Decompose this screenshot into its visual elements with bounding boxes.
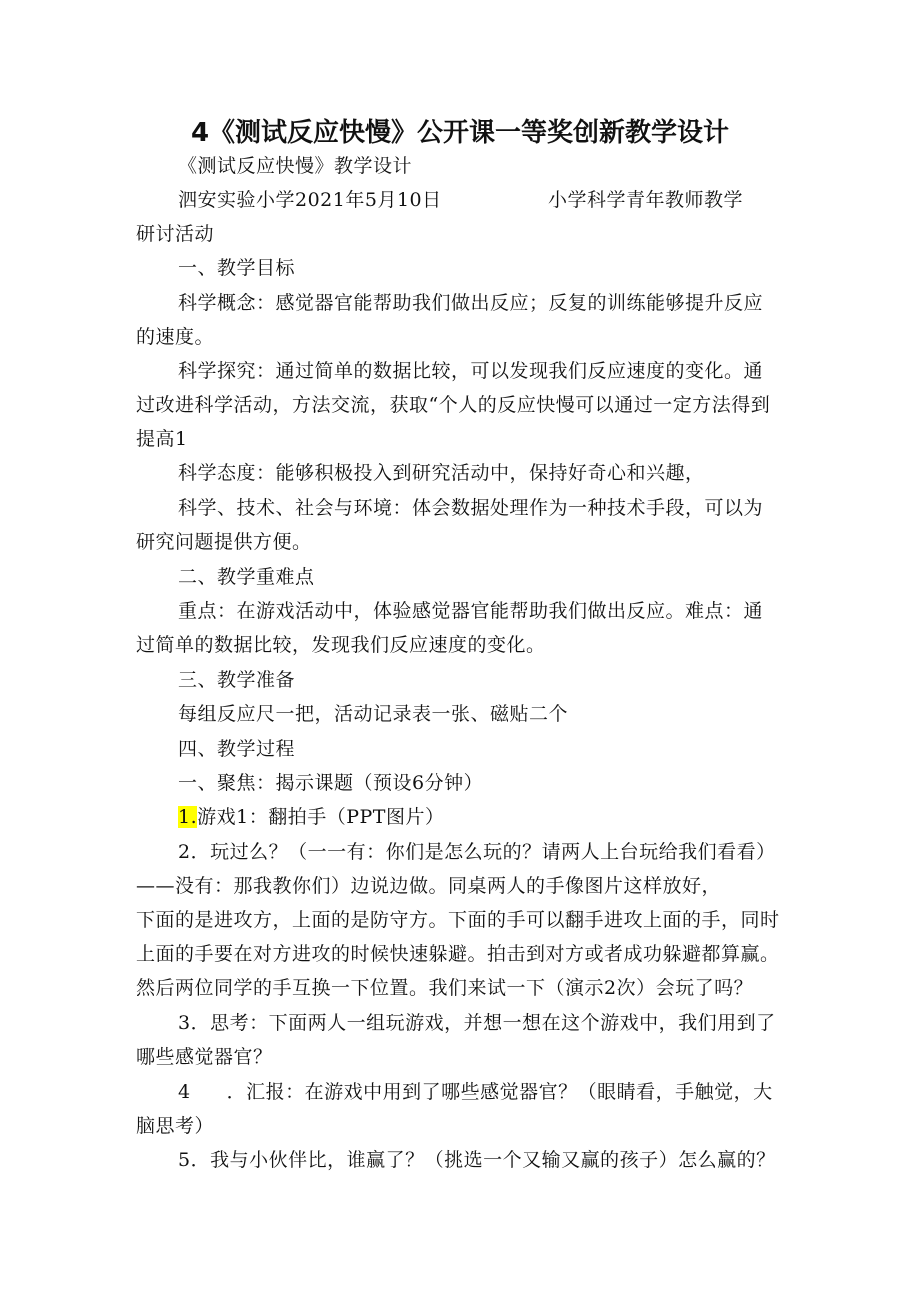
paragraph-line: 提高1	[136, 428, 188, 450]
item-number: 4	[178, 1081, 191, 1103]
meta-line-continued: 研讨活动	[136, 223, 215, 245]
paragraph-line: 脑思考）	[136, 1115, 215, 1137]
section-heading-preparation: 三、教学准备	[178, 669, 296, 691]
meta-line-left: 泗安实验小学2021年5月10日	[178, 189, 442, 211]
section-heading-goals: 一、教学目标	[178, 257, 296, 279]
paragraph-line: 一、聚焦：揭示课题（预设6分钟）	[178, 772, 484, 794]
paragraph-line: 研究问题提供方便。	[136, 531, 312, 553]
paragraph-line: 上面的手要在对方进攻的时候快速躲避。拍击到对方或者成功躲避都算赢。	[136, 943, 780, 965]
paragraph-line: 科学态度：能够积极投入到研究活动中，保持好奇心和兴趣，	[178, 462, 705, 484]
paragraph-line: 科学探究：通过简单的数据比较，可以发现我们反应速度的变化。通	[178, 360, 764, 382]
paragraph-line: 过简单的数据比较，发现我们反应速度的变化。	[136, 634, 546, 656]
paragraph-text: ．汇报：在游戏中用到了哪些感觉器官？（眼睛看，手触觉，大	[226, 1081, 773, 1103]
highlighted-number: 1.	[178, 806, 198, 828]
paragraph-line: 科学概念：感觉器官能帮助我们做出反应；反复的训练能够提升反应	[178, 292, 764, 314]
paragraph-line: 然后两位同学的手互换一下位置。我们来试一下（演示2次）会玩了吗？	[136, 977, 754, 999]
document-title: 4《测试反应快慢》公开课一等奖创新教学设计	[190, 118, 730, 148]
meta-line-right: 小学科学青年教师教学	[548, 189, 744, 211]
section-heading-keypoints: 二、教学重难点	[178, 566, 315, 588]
section-heading-process: 四、教学过程	[178, 738, 296, 760]
paragraph-line: 每组反应尺一把，活动记录表一张、磁贴二个	[178, 703, 569, 725]
paragraph-line: 重点：在游戏活动中，体验感觉器官能帮助我们做出反应。难点：通	[178, 600, 764, 622]
paragraph-line: 3．思考：下面两人一组玩游戏，并想一想在这个游戏中，我们用到了	[178, 1012, 776, 1034]
document-subtitle: 《测试反应快慢》教学设计	[178, 155, 413, 177]
paragraph-line: 科学、技术、社会与环境：体会数据处理作为一种技术手段，可以为	[178, 497, 764, 519]
paragraph-line: 2．玩过么？（一一有：你们是怎么玩的？请两人上台玩给我们看看）	[178, 841, 776, 863]
paragraph-line	[178, 1079, 773, 1105]
paragraph-line: 的速度。	[136, 326, 215, 348]
paragraph-line: 过改进科学活动，方法交流，获取“个人的反应快慢可以通过一定方法得到	[136, 394, 771, 416]
paragraph-text: 游戏1：翻拍手（PPT图片）	[197, 806, 445, 828]
paragraph-line: 5．我与小伙伴比，谁赢了？（挑选一个又输又赢的孩子）怎么赢的？	[178, 1149, 776, 1171]
paragraph-line: 哪些感觉器官？	[136, 1046, 273, 1068]
paragraph-line: ——没有：那我教你们）边说边做。同桌两人的手像图片这样放好，	[136, 875, 722, 897]
paragraph-line: 下面的是进攻方，上面的是防守方。下面的手可以翻手进攻上面的手，同时	[136, 909, 780, 931]
paragraph-line	[178, 804, 444, 830]
